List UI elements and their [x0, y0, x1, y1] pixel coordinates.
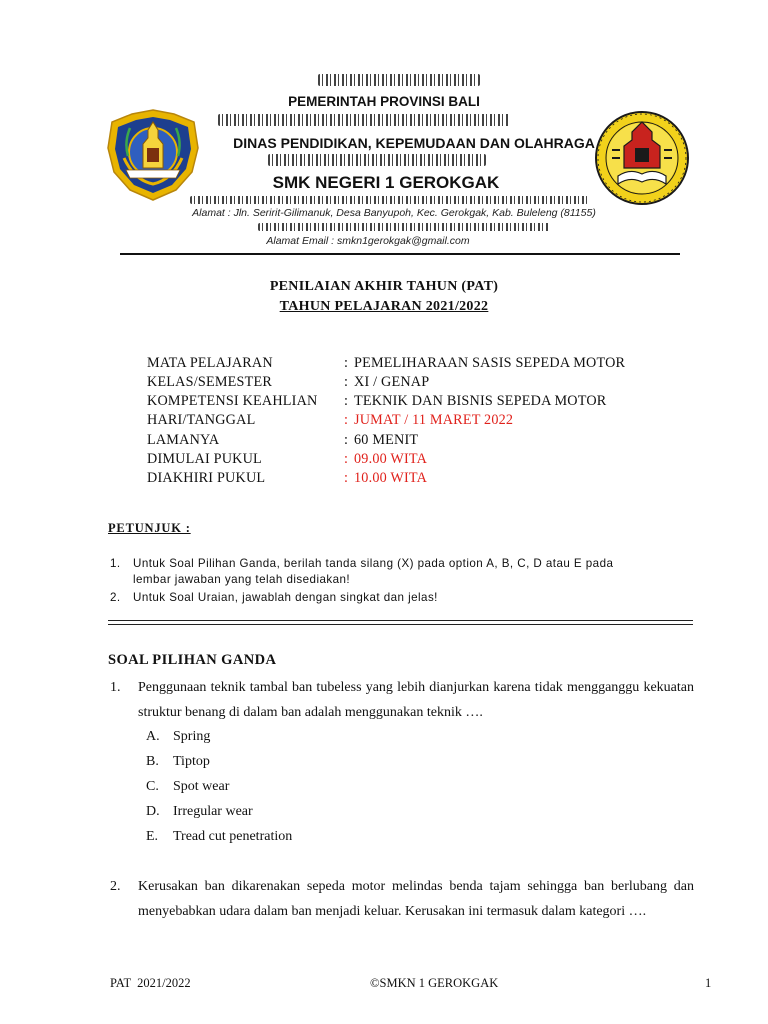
instruction-text: Untuk Soal Uraian, jawablah dengan singkat dan jelas!: [133, 591, 438, 604]
bali-province-logo: [104, 108, 202, 202]
question-text: Kerusakan ban dikarenakan sepeda motor melindas benda tajam sehingga ban berlubang dan menyebabkan udara dalam ban menjadi keluar. Kerusakan ini termasuk dalam kategori ….: [138, 879, 694, 919]
option-text: Spring: [173, 729, 211, 744]
info-value: 60 MENIT: [354, 432, 419, 448]
balinese-script-department: [218, 114, 510, 126]
info-separator: :: [344, 451, 349, 467]
info-separator: :: [344, 470, 349, 486]
letterhead-email: Alamat Email : smkn1gerokgak@gmail.com: [266, 235, 470, 247]
info-separator: :: [344, 355, 349, 371]
balinese-script-school: [268, 154, 486, 166]
page-number: 1: [705, 976, 712, 990]
info-label: KELAS/SEMESTER: [147, 374, 272, 390]
question-number: 1.: [110, 680, 121, 695]
exam-title: PENILAIAN AKHIR TAHUN (PAT): [269, 279, 499, 294]
instruction-number: 2.: [110, 591, 121, 604]
letterhead-department: DINAS PENDIDIKAN, KEPEMUDAAN DAN OLAHRAGA: [233, 135, 595, 151]
option-letter: B.: [146, 754, 159, 769]
info-label: DIMULAI PUKUL: [147, 451, 262, 467]
info-separator: :: [344, 374, 349, 390]
option-text: Irregular wear: [173, 804, 253, 819]
info-value: PEMELIHARAAN SASIS SEPEDA MOTOR: [354, 355, 626, 371]
instructions-heading: PETUNJUK :: [108, 521, 191, 535]
info-separator: :: [344, 432, 349, 448]
school-logo: [594, 110, 690, 206]
info-separator: :: [344, 393, 349, 409]
option-text: Tiptop: [173, 754, 210, 769]
section-divider: [108, 620, 693, 625]
info-value: XI / GENAP: [354, 374, 430, 390]
question-text: Penggunaan teknik tambal ban tubeless yang lebih dianjurkan karena tidak mengganggu kekuatan struktur benang di dalam ban adalah menggunakan teknik ….: [138, 680, 694, 720]
option-letter: A.: [146, 729, 160, 744]
question-number: 2.: [110, 879, 121, 894]
footer-exam-label: PAT 2021/2022: [110, 976, 191, 990]
balinese-script-province: [318, 74, 480, 86]
exam-year: TAHUN PELAJARAN 2021/2022: [279, 299, 489, 314]
letterhead-rule: [120, 253, 680, 255]
info-value: JUMAT / 11 MARET 2022: [354, 412, 514, 428]
info-separator: :: [344, 412, 349, 428]
balinese-script-address: [190, 196, 588, 204]
info-label: HARI/TANGGAL: [147, 412, 256, 428]
option-letter: C.: [146, 779, 159, 794]
balinese-script-address-2: [258, 223, 550, 231]
info-value: 10.00 WITA: [354, 470, 428, 486]
section-title: SOAL PILIHAN GANDA: [108, 652, 277, 668]
info-label: KOMPETENSI KEAHLIAN: [147, 393, 318, 409]
instruction-number: 1.: [110, 557, 121, 570]
option-text: Tread cut penetration: [173, 829, 293, 844]
option-letter: E.: [146, 829, 159, 844]
footer-copyright: ©SMKN 1 GEROKGAK: [370, 976, 499, 990]
option-text: Spot wear: [173, 779, 230, 794]
instruction-text-continued: lembar jawaban yang telah disediakan!: [133, 573, 351, 586]
letterhead-address: Alamat : Jln. Seririt-Gilimanuk, Desa Banyupoh, Kec. Gerokgak, Kab. Buleleng (81155): [192, 207, 596, 219]
letterhead-school-name: SMK NEGERI 1 GEROKGAK: [272, 173, 500, 192]
info-label: LAMANYA: [147, 432, 220, 448]
letterhead-province: PEMERINTAH PROVINSI BALI: [288, 94, 480, 109]
info-label: DIAKHIRI PUKUL: [147, 470, 266, 486]
info-label: MATA PELAJARAN: [147, 355, 273, 371]
instruction-text: Untuk Soal Pilihan Ganda, berilah tanda silang (X) pada option A, B, C, D atau E pada: [133, 557, 614, 570]
info-value: 09.00 WITA: [354, 451, 428, 467]
info-value: TEKNIK DAN BISNIS SEPEDA MOTOR: [354, 393, 607, 409]
option-letter: D.: [146, 804, 160, 819]
